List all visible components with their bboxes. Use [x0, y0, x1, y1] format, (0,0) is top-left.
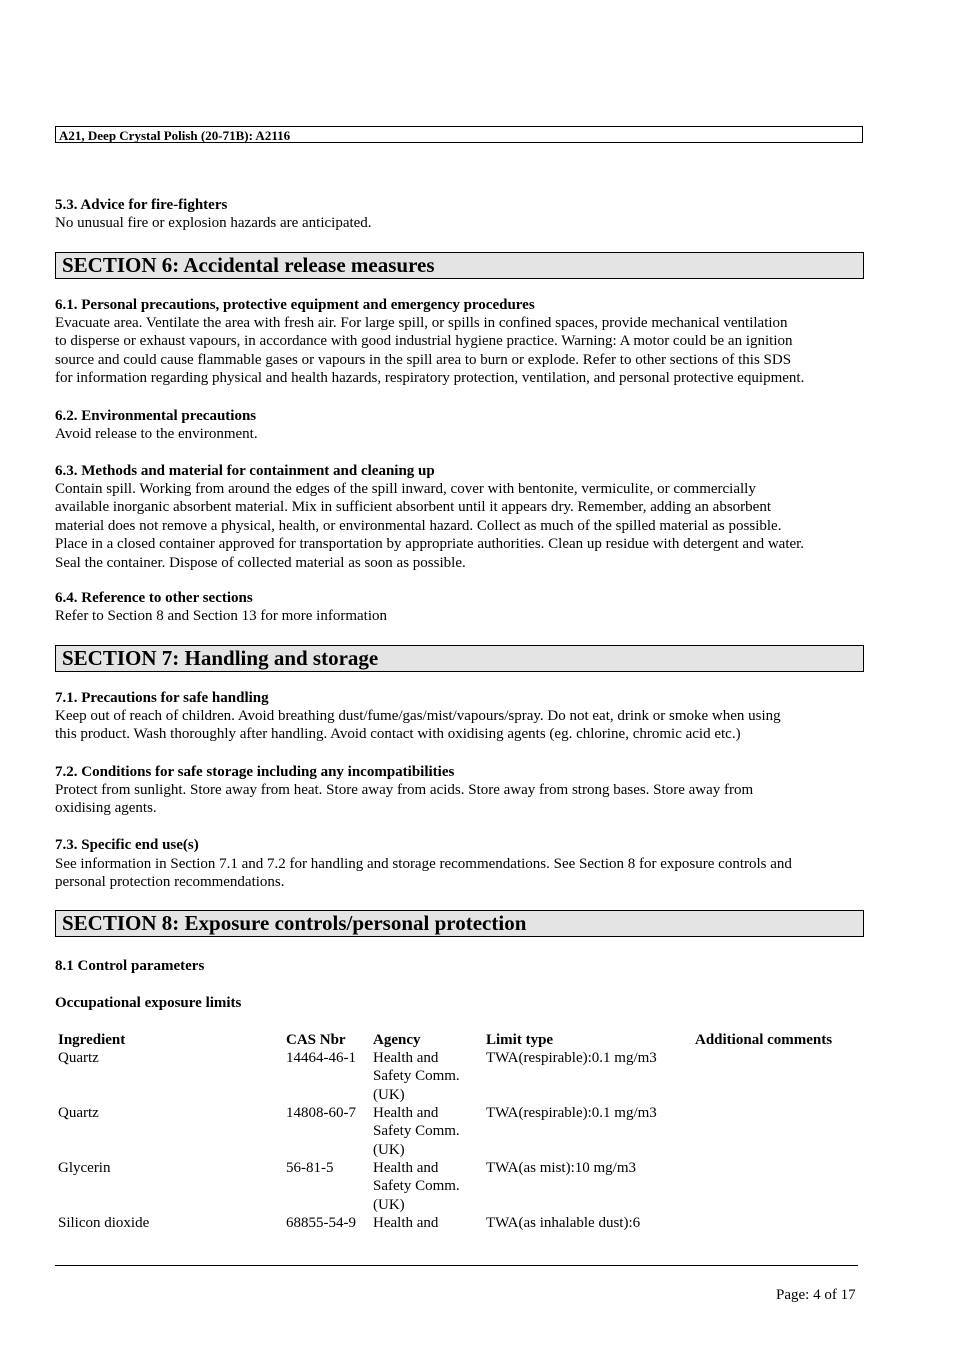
text-line: for information regarding physical and health hazards, respiratory protection, ventilation, and personal protective equipment. [55, 370, 805, 387]
product-header: A21, Deep Crystal Polish (20-71B): A2116 [55, 126, 863, 143]
agency-line: Health and [373, 1105, 439, 1121]
table-cell-cas: 68855-54-9 [286, 1215, 356, 1231]
page-number: Page: 4 of 17 [776, 1287, 856, 1303]
agency-line: Health and [373, 1050, 439, 1066]
table-cell-ingredient: Glycerin [58, 1160, 111, 1176]
heading-5-3: 5.3. Advice for fire-fighters [55, 197, 228, 213]
col-header-limit-type: Limit type [486, 1032, 554, 1048]
heading-6-2: 6.2. Environmental precautions [55, 408, 257, 424]
agency-line: (UK) [373, 1141, 405, 1158]
text-6-4: Refer to Section 8 and Section 13 for more information [55, 608, 387, 624]
table-cell-ingredient: Quartz [58, 1105, 99, 1121]
table-cell-ingredient: Quartz [58, 1050, 99, 1066]
heading-6-3: 6.3. Methods and material for containment and cleaning up [55, 463, 435, 479]
heading-6-4: 6.4. Reference to other sections [55, 590, 253, 606]
section-7-title: SECTION 7: Handling and storage [55, 645, 864, 672]
col-header-cas: CAS Nbr [286, 1032, 346, 1048]
agency-line: (UK) [373, 1086, 405, 1103]
text-line: material does not remove a physical, health, or environmental hazard. Collect as much of the spilled material as possible. [55, 517, 782, 534]
heading-7-2: 7.2. Conditions for safe storage including any incompatibilities [55, 764, 455, 780]
text-line: oxidising agents. [55, 800, 157, 817]
table-cell-limit: TWA(respirable):0.1 mg/m3 [486, 1050, 657, 1066]
table-cell-limit: TWA(respirable):0.1 mg/m3 [486, 1105, 657, 1121]
col-header-agency: Agency [373, 1032, 421, 1048]
text-line: Evacuate area. Ventilate the area with fresh air. For large spill, or spills in confined spaces, provide mechanical ventilation [55, 315, 788, 331]
text-line: See information in Section 7.1 and 7.2 for handling and storage recommendations. See Section 8 for exposure controls and [55, 856, 792, 872]
agency-line: Safety Comm. [373, 1178, 460, 1195]
section-6-title: SECTION 6: Accidental release measures [55, 252, 864, 279]
table-cell-cas: 14808-60-7 [286, 1105, 356, 1121]
text-line: personal protection recommendations. [55, 874, 285, 891]
heading-6-1: 6.1. Personal precautions, protective equipment and emergency procedures [55, 297, 535, 313]
text-7-2 [55, 781, 867, 818]
agency-line: Health and [373, 1215, 439, 1231]
text-line: Place in a closed container approved for transportation by appropriate authorities. Clean up residue with detergent and water. [55, 536, 805, 553]
agency-line: Health and [373, 1160, 439, 1176]
col-header-ingredient: Ingredient [58, 1032, 126, 1048]
table-cell-agency [373, 1159, 478, 1214]
text-line: this product. Wash thoroughly after handling. Avoid contact with oxidising agents (eg. chlorine, chromic acid etc.) [55, 726, 741, 743]
heading-7-1: 7.1. Precautions for safe handling [55, 690, 269, 706]
table-cell-agency [373, 1104, 478, 1159]
table-cell-cas: 14464-46-1 [286, 1050, 356, 1066]
footer-divider [55, 1265, 858, 1266]
text-line: available inorganic absorbent material. Mix in sufficient absorbent until it appears dry. Remember, adding an absorbent [55, 499, 771, 516]
table-cell-limit: TWA(as inhalable dust):6 [486, 1215, 641, 1231]
text-7-1 [55, 707, 867, 744]
text-line: Contain spill. Working from around the edges of the spill inward, cover with bentonite, vermiculite, or commercially [55, 481, 756, 497]
section-8-title: SECTION 8: Exposure controls/personal protection [55, 910, 864, 937]
text-6-1 [55, 314, 867, 388]
agency-line: Safety Comm. [373, 1123, 460, 1140]
text-5-3: No unusual fire or explosion hazards are anticipated. [55, 215, 372, 231]
table-cell-limit: TWA(as mist):10 mg/m3 [486, 1160, 636, 1176]
heading-7-3: 7.3. Specific end use(s) [55, 837, 199, 853]
text-line: source and could cause flammable gases or vapours in the spill area to burn or explode. Refer to other sections of this SDS [55, 351, 792, 368]
agency-line: (UK) [373, 1196, 405, 1213]
heading-8-1: 8.1 Control parameters [55, 958, 205, 974]
table-cell-agency [373, 1214, 478, 1232]
heading-oel: Occupational exposure limits [55, 995, 242, 1011]
text-line: Protect from sunlight. Store away from heat. Store away from acids. Store away from strong bases. Store away from [55, 782, 754, 798]
agency-line: Safety Comm. [373, 1068, 460, 1085]
text-line: Seal the container. Dispose of collected material as soon as possible. [55, 554, 466, 571]
table-cell-ingredient: Silicon dioxide [58, 1215, 150, 1231]
table-cell-cas: 56-81-5 [286, 1160, 334, 1176]
text-line: Keep out of reach of children. Avoid breathing dust/fume/gas/mist/vapours/spray. Do not eat, drink or smoke when using [55, 708, 781, 724]
text-7-3 [55, 855, 867, 892]
table-cell-agency [373, 1049, 478, 1104]
text-6-2: Avoid release to the environment. [55, 426, 258, 442]
text-line: to disperse or exhaust vapours, in accordance with good industrial hygiene practice. Warning: A motor could be an ignition [55, 333, 793, 350]
text-6-3 [55, 480, 867, 572]
col-header-comments: Additional comments [695, 1032, 833, 1048]
